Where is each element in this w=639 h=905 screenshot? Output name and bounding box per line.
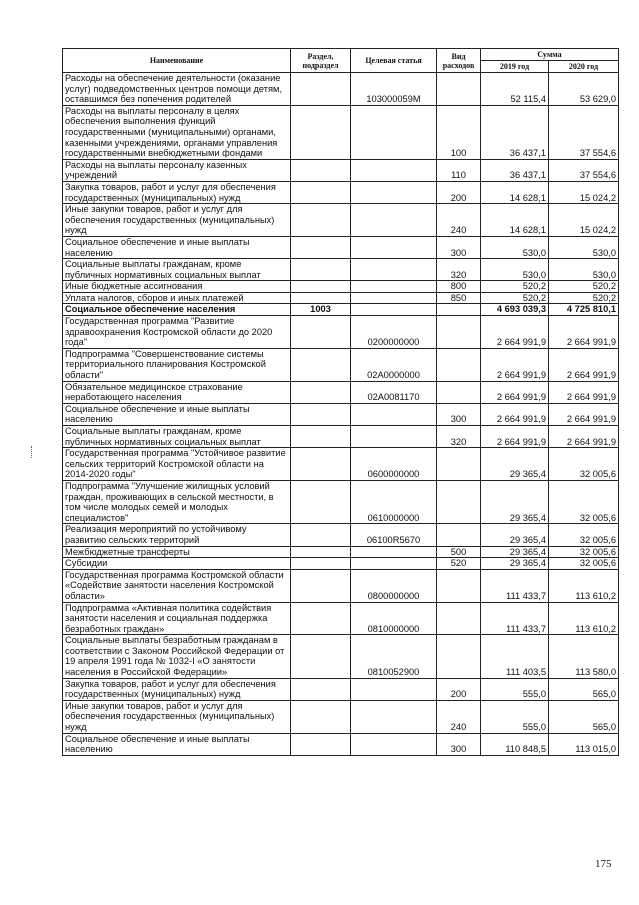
cell-2019: 29 365,4 — [481, 546, 549, 558]
cell-name: Социальные выплаты безработным гражданам в соответствии с Законом Российской Федерации от 19 апреля 1991 года № 1032-I «О занятости населения в Российской Федерации» — [63, 635, 291, 678]
cell-kind — [437, 304, 481, 316]
cell-section — [291, 426, 351, 448]
cell-2020: 520,2 — [549, 292, 619, 304]
cell-name: Подпрограмма «Активная политика содействия занятости населения и социальная поддержка безработных граждан» — [63, 602, 291, 635]
cell-2020: 37 554,6 — [549, 159, 619, 181]
budget-table — [62, 48, 619, 756]
cell-name: Социальные выплаты гражданам, кроме публичных нормативных социальных выплат — [63, 259, 291, 281]
cell-target — [351, 403, 437, 425]
cell-kind — [437, 448, 481, 481]
cell-kind — [437, 635, 481, 678]
cell-2020: 520,2 — [549, 281, 619, 293]
cell-2020: 15 024,2 — [549, 181, 619, 203]
cell-name: Государственная программа "Устойчивое развитие сельских территорий Костромской области на 2014-2020 годы" — [63, 448, 291, 481]
table-row — [63, 700, 619, 733]
table-row — [63, 635, 619, 678]
cell-section — [291, 281, 351, 293]
cell-2020: 2 664 991,9 — [549, 403, 619, 425]
cell-section — [291, 635, 351, 678]
cell-2020: 530,0 — [549, 236, 619, 258]
cell-name: Закупка товаров, работ и услуг для обеспечения государственных (муниципальных) нужд — [63, 678, 291, 700]
cell-name: Социальное обеспечение и иные выплаты населению — [63, 236, 291, 258]
cell-2019: 29 365,4 — [481, 480, 549, 523]
cell-2020: 32 005,6 — [549, 558, 619, 570]
table-row — [63, 569, 619, 602]
cell-section — [291, 678, 351, 700]
cell-2019: 14 628,1 — [481, 204, 549, 237]
header-sum: Сумма — [481, 49, 619, 61]
cell-target — [351, 700, 437, 733]
budget-table-container — [62, 48, 618, 756]
cell-section — [291, 569, 351, 602]
cell-kind: 800 — [437, 281, 481, 293]
cell-2019: 520,2 — [481, 292, 549, 304]
cell-2020: 15 024,2 — [549, 204, 619, 237]
cell-2020: 4 725 810,1 — [549, 304, 619, 316]
cell-2019: 555,0 — [481, 678, 549, 700]
header-target: Целевая статья — [351, 49, 437, 73]
cell-name: Государственная программа "Развитие здравоохранения Костромской области до 2020 года" — [63, 316, 291, 349]
cell-name: Обязательное медицинское страхование неработающего населения — [63, 381, 291, 403]
header-name: Наименование — [63, 49, 291, 73]
cell-target: 0610000000 — [351, 480, 437, 523]
table-row — [63, 105, 619, 159]
cell-target — [351, 546, 437, 558]
cell-target — [351, 558, 437, 570]
cell-section — [291, 159, 351, 181]
cell-section — [291, 181, 351, 203]
cell-2020: 113 580,0 — [549, 635, 619, 678]
table-row — [63, 678, 619, 700]
cell-kind: 320 — [437, 426, 481, 448]
table-row — [63, 292, 619, 304]
cell-name: Иные закупки товаров, работ и услуг для обеспечения государственных (муниципальных) нужд — [63, 700, 291, 733]
cell-target — [351, 678, 437, 700]
cell-2019: 520,2 — [481, 281, 549, 293]
table-row — [63, 733, 619, 755]
table-body — [63, 73, 619, 756]
cell-section — [291, 524, 351, 546]
cell-target: 0810000000 — [351, 602, 437, 635]
table-row — [63, 73, 619, 106]
header-section: Раздел, подраздел — [291, 49, 351, 73]
cell-target: 0810052900 — [351, 635, 437, 678]
table-row — [63, 316, 619, 349]
cell-section — [291, 292, 351, 304]
cell-section — [291, 348, 351, 381]
cell-2020: 113 610,2 — [549, 602, 619, 635]
table-row — [63, 480, 619, 523]
header-2020: 2020 год — [549, 61, 619, 73]
cell-target: 0200000000 — [351, 316, 437, 349]
table-row — [63, 426, 619, 448]
cell-name: Закупка товаров, работ и услуг для обеспечения государственных (муниципальных) нужд — [63, 181, 291, 203]
cell-name: Уплата налогов, сборов и иных платежей — [63, 292, 291, 304]
cell-section — [291, 546, 351, 558]
cell-section — [291, 316, 351, 349]
cell-kind — [437, 602, 481, 635]
cell-2019: 111 433,7 — [481, 602, 549, 635]
table-row — [63, 558, 619, 570]
cell-section — [291, 73, 351, 106]
table-row — [63, 304, 619, 316]
cell-target — [351, 236, 437, 258]
cell-section — [291, 236, 351, 258]
cell-name: Социальное обеспечение и иные выплаты населению — [63, 403, 291, 425]
cell-target — [351, 105, 437, 159]
cell-target: 02A0000000 — [351, 348, 437, 381]
cell-name: Социальные выплаты гражданам, кроме публичных нормативных социальных выплат — [63, 426, 291, 448]
cell-target — [351, 281, 437, 293]
cell-2020: 565,0 — [549, 678, 619, 700]
cell-section — [291, 381, 351, 403]
cell-2019: 36 437,1 — [481, 159, 549, 181]
cell-kind — [437, 381, 481, 403]
cell-2020: 32 005,6 — [549, 546, 619, 558]
cell-2020: 53 629,0 — [549, 73, 619, 106]
table-row — [63, 159, 619, 181]
cell-2020: 32 005,6 — [549, 524, 619, 546]
cell-2019: 111 433,7 — [481, 569, 549, 602]
cell-kind: 300 — [437, 403, 481, 425]
header-row-1 — [63, 49, 619, 61]
cell-2019: 2 664 991,9 — [481, 403, 549, 425]
cell-2020: 113 015,0 — [549, 733, 619, 755]
cell-2019: 2 664 991,9 — [481, 348, 549, 381]
cell-2019: 2 664 991,9 — [481, 381, 549, 403]
cell-2020: 530,0 — [549, 259, 619, 281]
cell-2019: 29 365,4 — [481, 524, 549, 546]
cell-kind: 300 — [437, 236, 481, 258]
cell-section — [291, 558, 351, 570]
cell-section — [291, 733, 351, 755]
table-row — [63, 236, 619, 258]
table-row — [63, 281, 619, 293]
cell-kind — [437, 524, 481, 546]
cell-name: Подпрограмма "Совершенствование системы территориального планирования Костромской области" — [63, 348, 291, 381]
cell-section — [291, 448, 351, 481]
cell-section — [291, 105, 351, 159]
cell-2019: 530,0 — [481, 236, 549, 258]
cell-section — [291, 259, 351, 281]
cell-target: 02A0081170 — [351, 381, 437, 403]
cell-section — [291, 700, 351, 733]
cell-kind: 110 — [437, 159, 481, 181]
cell-2019: 29 365,4 — [481, 448, 549, 481]
cell-2019: 36 437,1 — [481, 105, 549, 159]
cell-2019: 4 693 039,3 — [481, 304, 549, 316]
cell-name: Иные бюджетные ассигнования — [63, 281, 291, 293]
cell-2020: 2 664 991,9 — [549, 316, 619, 349]
cell-name: Субсидии — [63, 558, 291, 570]
cell-2019: 52 115,4 — [481, 73, 549, 106]
cell-2019: 29 365,4 — [481, 558, 549, 570]
cell-kind — [437, 73, 481, 106]
table-row — [63, 602, 619, 635]
cell-target: 0600000000 — [351, 448, 437, 481]
cell-target — [351, 204, 437, 237]
cell-kind — [437, 480, 481, 523]
cell-kind: 500 — [437, 546, 481, 558]
cell-target — [351, 292, 437, 304]
cell-target: 06100R5670 — [351, 524, 437, 546]
cell-2020: 113 610,2 — [549, 569, 619, 602]
cell-2020: 2 664 991,9 — [549, 381, 619, 403]
cell-section — [291, 480, 351, 523]
cell-target — [351, 259, 437, 281]
cell-target — [351, 181, 437, 203]
table-row — [63, 259, 619, 281]
cell-2020: 32 005,6 — [549, 480, 619, 523]
header-kind: Вид расходов — [437, 49, 481, 73]
cell-kind: 200 — [437, 678, 481, 700]
cell-name: Социальное обеспечение населения — [63, 304, 291, 316]
cell-target — [351, 426, 437, 448]
cell-target — [351, 159, 437, 181]
cell-kind: 320 — [437, 259, 481, 281]
cell-section — [291, 204, 351, 237]
header-2019: 2019 год — [481, 61, 549, 73]
cell-name: Расходы на выплаты персоналу в целях обеспечения выполнения функций государственными (муниципальными) органами, казенными учреждениями, органами управления государственными внебюджетными фондами — [63, 105, 291, 159]
cell-target — [351, 304, 437, 316]
table-row — [63, 524, 619, 546]
cell-2019: 14 628,1 — [481, 181, 549, 203]
cell-kind: 520 — [437, 558, 481, 570]
cell-section — [291, 403, 351, 425]
cell-name: Расходы на обеспечение деятельности (оказание услуг) подведомственных центров помощи детям, оставшимся без попечения родителей — [63, 73, 291, 106]
table-row — [63, 181, 619, 203]
cell-2019: 111 403,5 — [481, 635, 549, 678]
cell-name: Расходы на выплаты персоналу казенных учреждений — [63, 159, 291, 181]
cell-2020: 37 554,6 — [549, 105, 619, 159]
cell-2019: 530,0 — [481, 259, 549, 281]
cell-name: Социальное обеспечение и иные выплаты населению — [63, 733, 291, 755]
cell-name: Реализация мероприятий по устойчивому развитию сельских территорий — [63, 524, 291, 546]
cell-target: 103000059M — [351, 73, 437, 106]
table-row — [63, 204, 619, 237]
cell-2019: 2 664 991,9 — [481, 316, 549, 349]
table-row — [63, 546, 619, 558]
cell-kind — [437, 569, 481, 602]
cell-2020: 2 664 991,9 — [549, 426, 619, 448]
cell-section: 1003 — [291, 304, 351, 316]
cell-2019: 110 848,5 — [481, 733, 549, 755]
cell-name: Межбюджетные трансферты — [63, 546, 291, 558]
page-number: 175 — [595, 858, 612, 870]
cell-section — [291, 602, 351, 635]
cell-2019: 2 664 991,9 — [481, 426, 549, 448]
cell-2019: 555,0 — [481, 700, 549, 733]
cell-name: Подпрограмма "Улучшение жилищных условий граждан, проживающих в сельской местности, в том числе молодых семей и молодых специалистов" — [63, 480, 291, 523]
cell-kind — [437, 316, 481, 349]
cell-target — [351, 733, 437, 755]
cell-kind — [437, 348, 481, 381]
cell-2020: 32 005,6 — [549, 448, 619, 481]
cell-kind: 240 — [437, 204, 481, 237]
cell-2020: 565,0 — [549, 700, 619, 733]
cell-name: Государственная программа Костромской области «Содействие занятости населения Костромской области» — [63, 569, 291, 602]
cell-kind: 300 — [437, 733, 481, 755]
table-row — [63, 448, 619, 481]
table-row — [63, 403, 619, 425]
margin-mark — [31, 446, 36, 458]
table-row — [63, 348, 619, 381]
cell-2020: 2 664 991,9 — [549, 348, 619, 381]
cell-kind: 240 — [437, 700, 481, 733]
table-row — [63, 381, 619, 403]
cell-name: Иные закупки товаров, работ и услуг для обеспечения государственных (муниципальных) нужд — [63, 204, 291, 237]
cell-target: 0800000000 — [351, 569, 437, 602]
cell-kind: 200 — [437, 181, 481, 203]
cell-kind: 100 — [437, 105, 481, 159]
cell-kind: 850 — [437, 292, 481, 304]
